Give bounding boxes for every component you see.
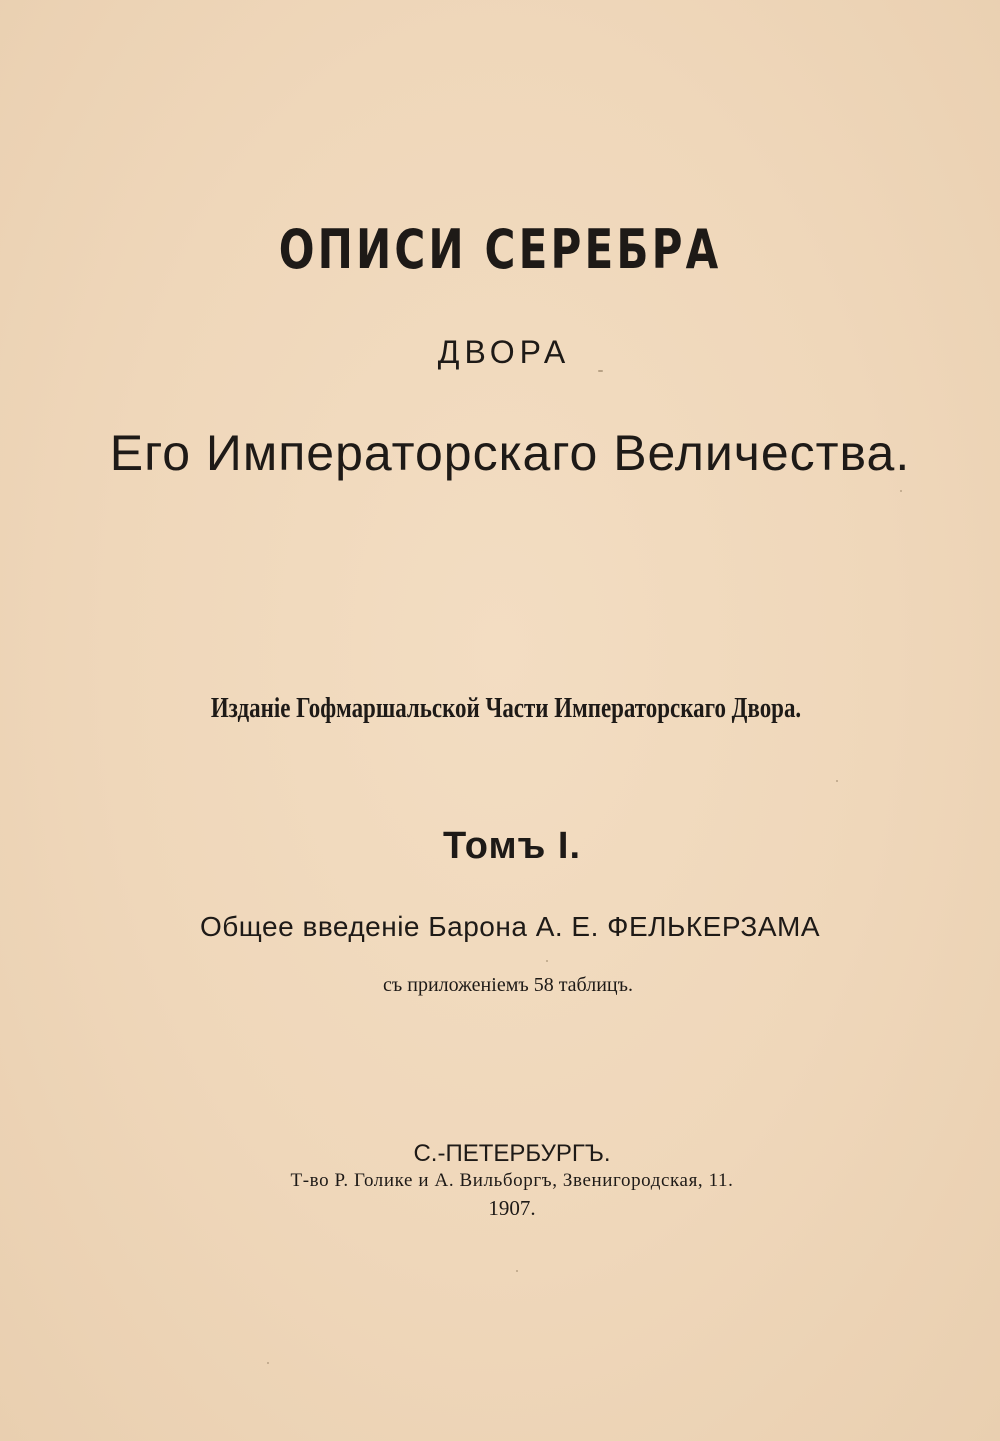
printer-imprint: Т-во Р. Голике и А. Вильборгъ, Звенигородская, 11. <box>290 1170 734 1191</box>
publication-city: С.-ПЕТЕРБУРГЪ. <box>413 1140 611 1167</box>
paper-fleck <box>900 490 902 492</box>
subtitle-majesty: Его Императорскаго Величества. <box>109 425 911 481</box>
paper-fleck <box>267 1362 269 1364</box>
paper-fleck <box>836 780 838 782</box>
paper-fleck <box>516 1270 518 1272</box>
book-title: ОПИСИ СЕРЕБРА <box>278 218 722 281</box>
appendix-note: съ приложеніемъ 58 таблицъ. <box>383 974 633 996</box>
subtitle-court: ДВОРА <box>437 334 571 370</box>
edition-statement: Изданіе Гофмаршальской Части Императорскаго Двора. <box>210 693 802 724</box>
paper-fleck <box>546 960 548 962</box>
volume-number: Томъ I. <box>442 825 581 867</box>
paper-fleck <box>598 370 603 372</box>
introduction-credit: Общее введеніе Барона А. Е. ФЕЛЬКЕРЗАМА <box>199 911 821 942</box>
publication-year: 1907. <box>488 1196 536 1220</box>
